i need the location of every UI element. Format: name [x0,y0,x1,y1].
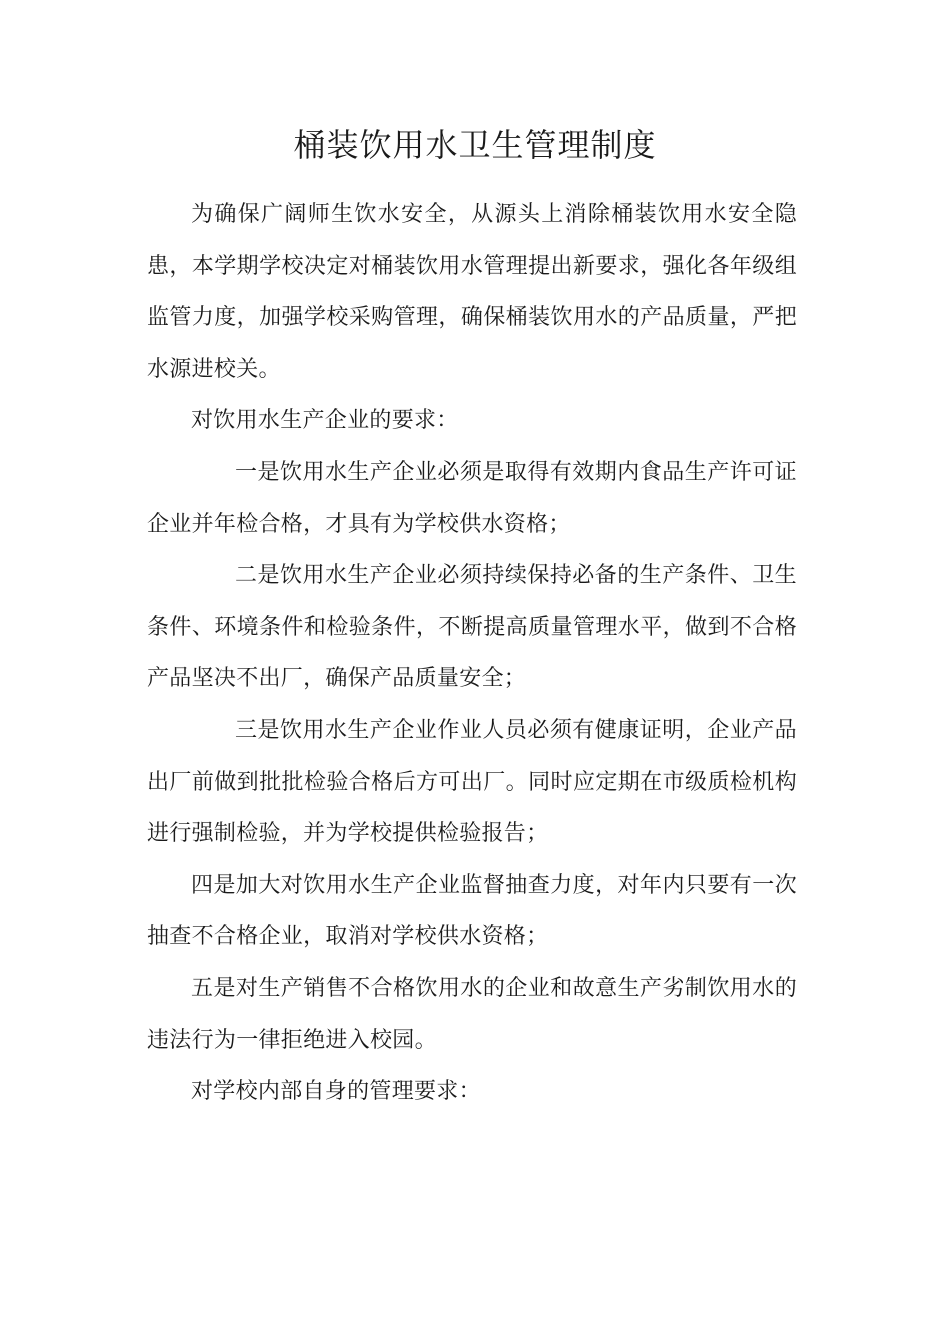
section-heading-producer-requirements: 对饮用水生产企业的要求： [191,408,459,434]
section-heading-internal-requirements: 对学校内部自身的管理要求： [191,1079,481,1105]
requirement-item-3: 三是饮用水生产企业作业人员必须有健康证明，企业产品出厂前做到批批检验合格后方可出厂。同时应定期在市级质检机构进行强制检验，并为学校提供检验报告； [147,717,797,847]
requirement-item-5: 五是对生产销售不合格饮用水的企业和故意生产劣制饮用水的违法行为一律拒绝进入校园。 [147,975,797,1053]
requirement-item-4: 四是加大对饮用水生产企业监督抽查力度，对年内只要有一次抽查不合格企业，取消对学校供水资格； [147,872,797,950]
document-title: 桶装饮用水卫生管理制度 [293,126,657,164]
intro-paragraph: 为确保广阔师生饮水安全，从源头上消除桶装饮用水安全隐患，本学期学校决定对桶装饮用水管理提出新要求，强化各年级组监管力度，加强学校采购管理，确保桶装饮用水的产品质量，严把水源进校关。 [147,202,797,382]
document-body [147,189,797,1118]
requirement-item-2: 二是饮用水生产企业必须持续保持必备的生产条件、卫生条件、环境条件和检验条件，不断提高质量管理水平，做到不合格产品坚决不出厂，确保产品质量安全； [147,563,797,692]
requirement-item-1: 一是饮用水生产企业必须是取得有效期内食品生产许可证企业并年检合格，才具有为学校供水资格； [147,459,797,537]
